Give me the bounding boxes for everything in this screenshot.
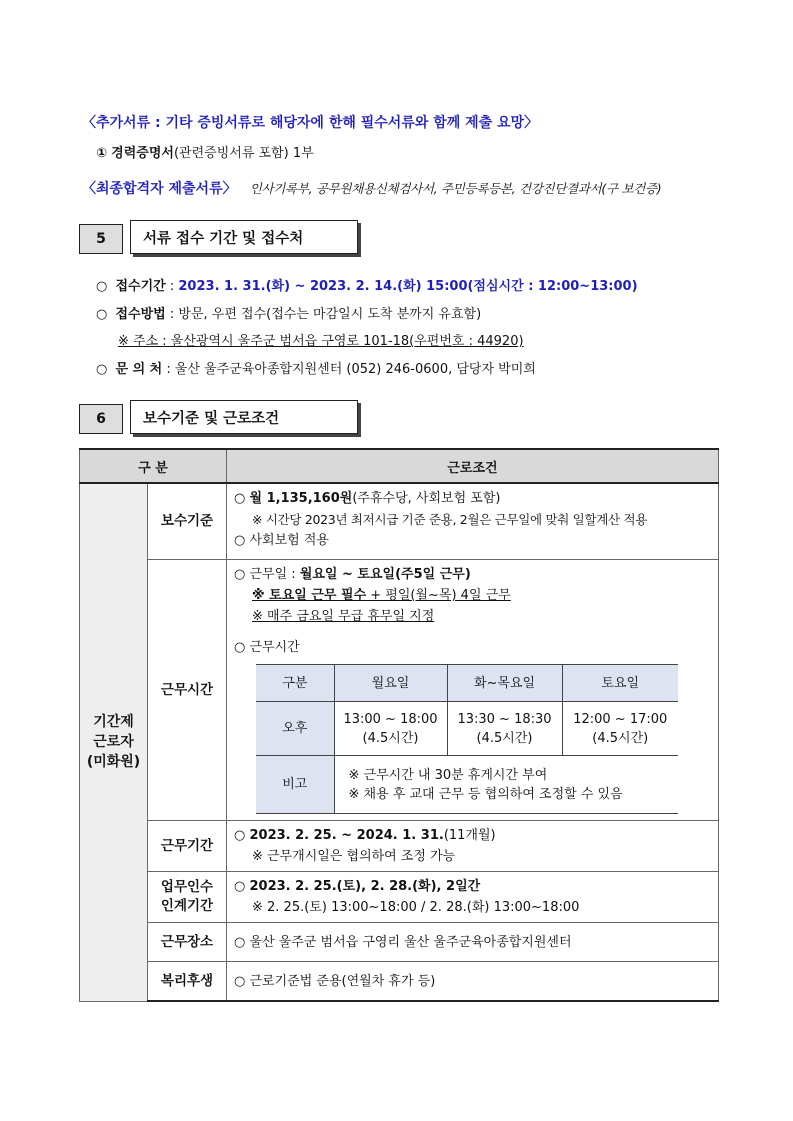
place-label: 근무장소 <box>148 923 227 962</box>
monthly-pay: 월 1,135,160원 <box>249 491 353 506</box>
schedule-header: 구분 <box>256 665 334 702</box>
pay-line-3 <box>234 530 718 551</box>
colon: : <box>166 362 171 377</box>
bullet: ○ <box>234 491 246 506</box>
contact-label: 문 의 처 <box>115 362 163 377</box>
insurance-text: 사회보험 적용 <box>249 533 329 548</box>
schedule-header-row <box>256 665 678 702</box>
handover-label <box>148 872 227 923</box>
pay-detail: (주휴수당, 사회보험 포함) <box>352 491 501 506</box>
table-row <box>80 821 719 872</box>
pay-content <box>227 483 719 560</box>
bullet: ○ <box>96 307 108 322</box>
tue-thu-cell <box>447 702 562 756</box>
worktime-heading <box>234 637 718 658</box>
place-value: 울산 울주군 범서읍 구영리 울산 울주군육아종합지원센터 <box>249 934 572 950</box>
schedule-row <box>256 702 678 756</box>
section-5-number: 5 <box>79 224 123 254</box>
colon: : <box>169 307 175 322</box>
hours-content <box>227 560 719 821</box>
table-row <box>80 962 719 1002</box>
note-line-1: ※ 근무시간 내 30분 휴게시간 부여 <box>348 767 548 783</box>
saturday-line <box>234 585 718 606</box>
workdays-prefix: 근무일 : <box>249 567 300 582</box>
handover-label-line: 업무인수 <box>160 879 214 895</box>
schedule-header: 월요일 <box>334 665 447 702</box>
note-cell <box>334 756 678 814</box>
table-row <box>80 872 719 923</box>
final-docs-heading: 〈최종합격자 제출서류〉 <box>82 181 237 197</box>
note-label: 비고 <box>256 756 334 814</box>
pay-line-1 <box>234 488 718 509</box>
table-row <box>80 560 719 821</box>
handover-content <box>227 872 719 923</box>
final-docs-text: 인사기록부, 공무원채용신체검사서, 주민등록등본, 건강진단결과서(구 보건증) <box>249 181 662 196</box>
handover-dates: 2023. 2. 25.(토), 2. 28.(화), 2일간 <box>249 879 481 894</box>
period-line <box>96 275 638 294</box>
item-title: 경력증명서 <box>111 146 174 161</box>
schedule-header: 토요일 <box>562 665 678 702</box>
term-label: 근무기간 <box>148 821 227 872</box>
welfare-label: 복리후생 <box>148 962 227 1002</box>
welfare-value: 근로기준법 준용(연월차 휴가 등) <box>249 973 436 989</box>
table-header-row <box>80 449 719 483</box>
section-6-title: 보수기준 및 근로조건 <box>130 400 358 434</box>
term-dates: 2023. 2. 25. ~ 2024. 1. 31. <box>249 828 444 843</box>
bullet: ○ <box>234 640 246 655</box>
saturday-time: 12:00 ~ 17:00 <box>573 711 668 727</box>
contact-line <box>96 358 536 377</box>
item-number: ① <box>96 146 108 161</box>
bullet: ○ <box>96 279 108 294</box>
bullet: ○ <box>234 879 246 894</box>
method-line <box>96 303 481 322</box>
bullet: ○ <box>96 362 108 377</box>
pay-line-2: ※ 시간당 2023년 최저시급 기준 준용, 2월은 근무일에 맞춰 일할계산 적용 <box>252 512 647 527</box>
handover-line-2: ※ 2. 25.(토) 13:00~18:00 / 2. 28.(화) 13:00~18:00 <box>252 900 580 915</box>
contact-value: 울산 울주군육아종합지원센터 (052) 246-0600, 담당자 박미희 <box>174 362 536 377</box>
saturday-required: ※ 토요일 근무 필수 <box>252 588 367 603</box>
hours-label: 근무시간 <box>148 560 227 821</box>
section-6-number: 6 <box>79 404 123 434</box>
bullet: ○ <box>234 567 246 582</box>
bullet: ○ <box>234 973 246 989</box>
term-content <box>227 821 719 872</box>
friday-line: ※ 매주 금요일 무급 휴무일 지정 <box>252 609 435 624</box>
monday-duration: (4.5시간) <box>362 730 419 746</box>
tue-thu-time: 13:30 ~ 18:30 <box>457 711 552 727</box>
term-line-1 <box>234 825 718 846</box>
table-row <box>80 483 719 560</box>
monday-time: 13:00 ~ 18:00 <box>343 711 438 727</box>
final-docs-line <box>82 178 661 198</box>
saturday-cell <box>562 702 678 756</box>
section-5-title: 서류 접수 기간 및 접수처 <box>130 220 358 254</box>
workdays-value: 월요일 ~ 토요일(주5일 근무) <box>299 567 471 582</box>
worktime-heading-text: 근무시간 <box>249 640 300 655</box>
saturday-duration: (4.5시간) <box>592 730 649 746</box>
method-value: 방문, 우편 접수(접수는 마감일시 도착 분까지 유효함) <box>178 307 482 322</box>
bullet: ○ <box>234 828 246 843</box>
method-label: 접수방법 <box>115 307 166 322</box>
welfare-content <box>227 962 719 1002</box>
col-conditions-header: 근로조건 <box>227 449 719 483</box>
pay-label: 보수기준 <box>148 483 227 560</box>
term-months: (11개월) <box>443 828 496 843</box>
schedule-note-row <box>256 756 678 814</box>
tue-thu-duration: (4.5시간) <box>476 730 533 746</box>
bullet: ○ <box>234 533 246 548</box>
extra-docs-item <box>96 142 314 161</box>
category-line: 근로자 <box>93 734 134 751</box>
note-line-2: ※ 채용 후 교대 근무 등 협의하여 조정할 수 있음 <box>348 786 623 802</box>
address-line: ※ 주소 : 울산광역시 울주군 범서읍 구영로 101-18(우편번호 : 44920) <box>118 334 524 349</box>
handover-label-line: 인계기간 <box>160 898 214 914</box>
col-category-header: 구 분 <box>80 449 227 483</box>
schedule-header: 화~목요일 <box>447 665 562 702</box>
monday-cell <box>334 702 447 756</box>
period-value: 2023. 1. 31.(화) ~ 2023. 2. 14.(화) 15:00(점심시간 : 12:00~13:00) <box>178 279 638 294</box>
item-detail: (관련증빙서류 포함) 1부 <box>173 146 314 161</box>
workdays-line <box>234 564 718 585</box>
bullet: ○ <box>234 934 246 950</box>
conditions-table <box>79 448 719 1002</box>
schedule-table <box>256 664 678 814</box>
table-row <box>80 923 719 962</box>
term-line-2: ※ 근무개시일은 협의하여 조정 가능 <box>252 849 456 864</box>
handover-line-1 <box>234 876 718 897</box>
category-line: (미화원) <box>86 754 141 771</box>
category-line: 기간제 <box>93 714 134 731</box>
category-cell <box>80 483 148 1001</box>
weekday-detail: + 평일(월~목) 4일 근무 <box>366 588 511 603</box>
place-content <box>227 923 719 962</box>
extra-docs-heading: 〈추가서류 : 기타 증빙서류로 해당자에 한해 필수서류와 함께 제출 요망〉 <box>82 115 539 131</box>
colon: : <box>169 279 175 294</box>
afternoon-label: 오후 <box>256 702 334 756</box>
period-label: 접수기간 <box>115 279 166 294</box>
